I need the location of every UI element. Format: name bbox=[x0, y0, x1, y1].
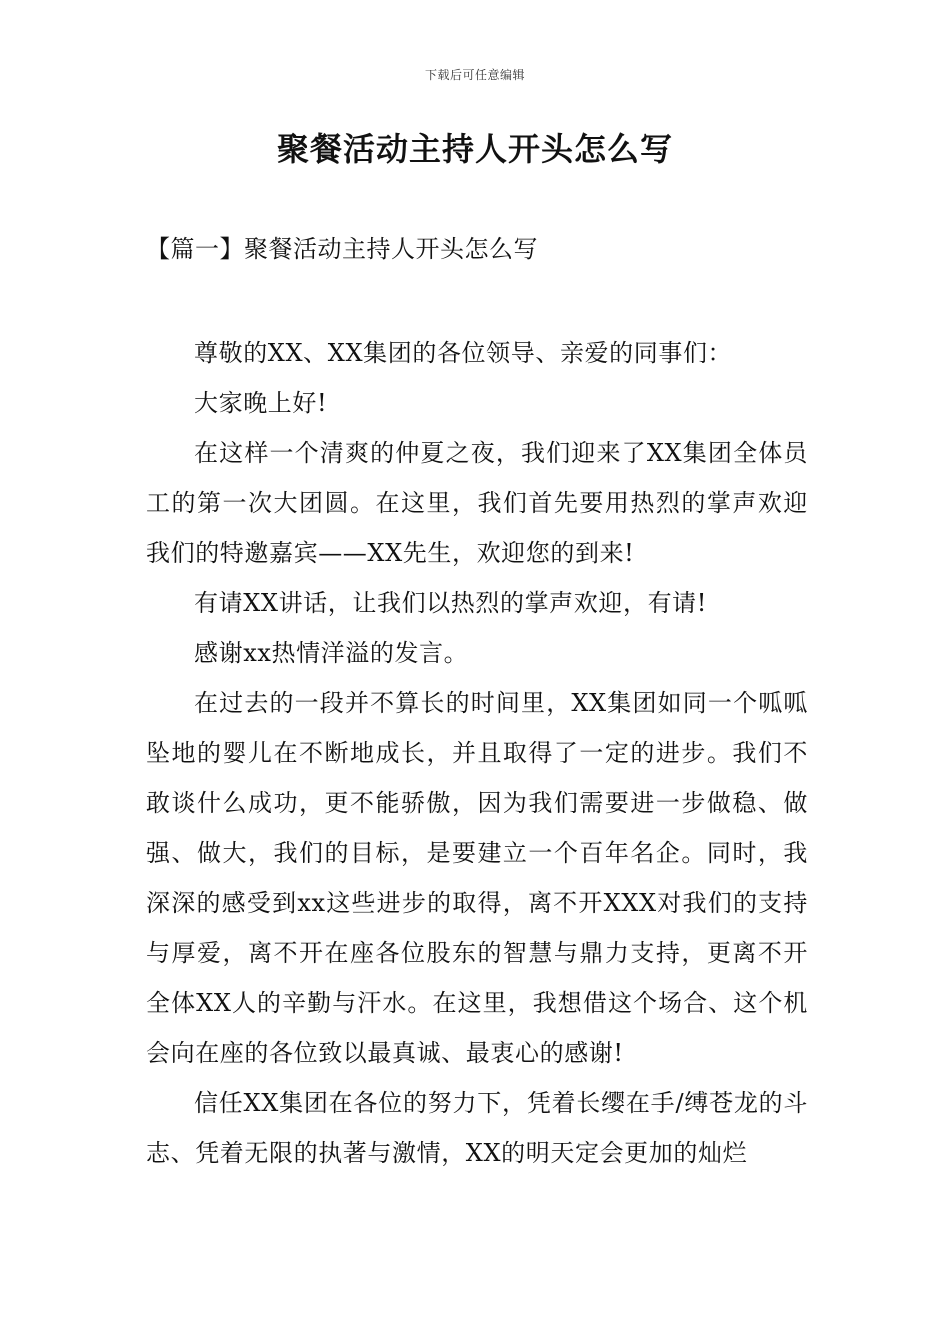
paragraph-greeting: 尊敬的XX、XX集团的各位领导、亲爱的同事们： bbox=[194, 339, 733, 367]
paragraph-welcome: 在这样一个清爽的仲夏之夜，我们迎来了XX集团全体员工的第一次大团圆。在这里，我们首先要用热烈的掌声欢迎我们的特邀嘉宾——XX先生，欢迎您的到来! bbox=[146, 439, 808, 567]
paragraph-thanks-speech: 感谢xx热情洋溢的发言。 bbox=[194, 639, 469, 667]
paragraph-invite-speech: 有请XX讲话，让我们以热烈的掌声欢迎，有请! bbox=[194, 589, 708, 617]
paragraph-good-evening: 大家晚上好! bbox=[194, 389, 328, 417]
paragraph-future: 信任XX集团在各位的努力下，凭着长缨在手/缚苍龙的斗志、凭着无限的执著与激情，XX的明天定会更加的灿烂 bbox=[146, 1089, 808, 1167]
document-title: 聚餐活动主持人开头怎么写 bbox=[276, 130, 673, 168]
section-heading: 【篇一】聚餐活动主持人开头怎么写 bbox=[146, 235, 538, 263]
document-body bbox=[146, 328, 808, 1178]
paragraph-progress: 在过去的一段并不算长的时间里，XX集团如同一个呱呱坠地的婴儿在不断地成长，并且取得了一定的进步。我们不敢谈什么成功，更不能骄傲，因为我们需要进一步做稳、做强、做大，我们的目标，是要建立一个百年名企。同时，我深深的感受到xx这些进步的取得，离不开XXX对我们的支持与厚爱，离不开在座各位股东的智慧与鼎力支持，更离不开全体XX人的辛勤与汗水。在这里，我想借这个场合、这个机会向在座的各位致以最真诚、最衷心的感谢! bbox=[146, 689, 808, 1067]
header-note: 下载后可任意编辑 bbox=[424, 68, 525, 82]
